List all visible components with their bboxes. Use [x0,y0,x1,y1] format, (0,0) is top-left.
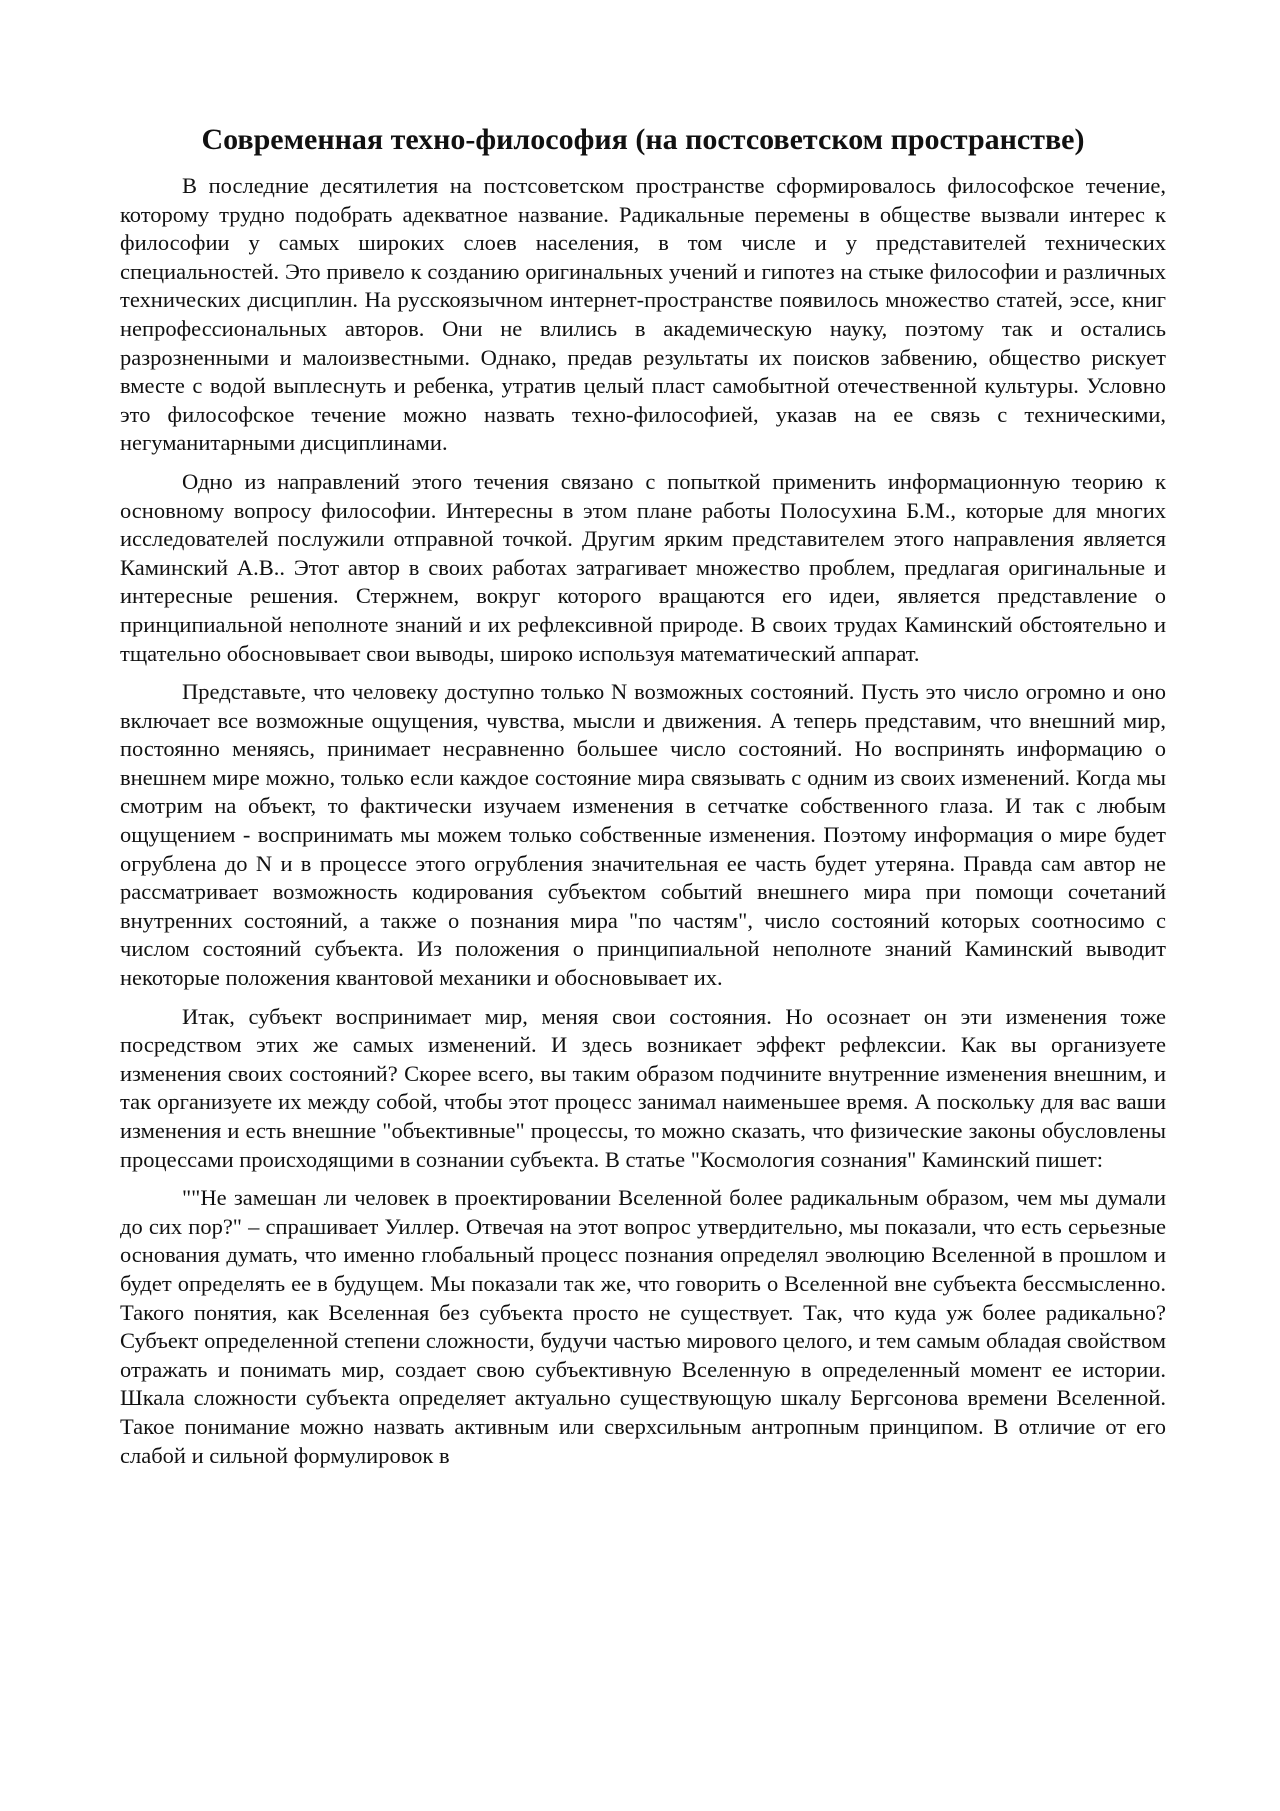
paragraph-intro: В последние десятилетия на постсоветском пространстве сформировалось философское течение, которому трудно подобрать адекватное название. Радикальные перемены в обществе вызвали интерес к философии у самых широких слоев населения, в том числе и у представителей технических специальностей. Это привело к созданию оригинальных учений и гипотез на стыке философии и различных технических дисциплин. На русскоязычном интернет-пространстве появилось множество статей, эссе, книг непрофессиональных авторов. Они не влились в академическую науку, поэтому так и остались разрозненными и малоизвестными. Однако, предав результаты их поисков забвению, общество рискует вместе с водой выплеснуть и ребенка, утратив целый пласт самобытной отечественной культуры. Условно это философское течение можно назвать техно-философией, указав на ее связь с техническими, негуманитарными дисциплинами. [120,173,1166,456]
document-body [120,118,1166,1480]
document-title: Современная техно-философия (на постсоветском пространстве) [201,123,1085,156]
paragraph-reflexion: Итак, субъект воспринимает мир, меняя свои состояния. Но осознает он эти изменения тоже посредством этих же самых изменений. И здесь возникает эффект рефлексии. Как вы организуете изменения своих состояний? Скорее всего, вы таким образом подчините внутренние изменения внешним, и так организуете их между собой, чтобы этот процесс занимал наименьшее время. А поскольку для вас ваши изменения и есть внешние "объективные" процессы, то можно сказать, что физические законы обусловлены процессами происходящими в сознании субъекта. В статье "Космология сознания" Каминский пишет: [120,1003,1166,1172]
paragraph-information-theory: Одно из направлений этого течения связано с попыткой применить информационную теорию к основному вопросу философии. Интересны в этом плане работы Полосухина Б.М., которые для многих исследователей послужили отправной точкой. Другим ярким представителем этого направления является Каминский А.В.. Этот автор в своих работах затрагивает множество проблем, предлагая оригинальные и интересные решения. Стержнем, вокруг которого вращаются его идеи, является представление о принципиальной неполноте знаний и их рефлексивной природе. В своих трудах Каминский обстоятельно и тщательно обосновывает свои выводы, широко используя математический аппарат. [120,468,1166,666]
paragraph-quote: ""Не замешан ли человек в проектировании Вселенной более радикальным образом, чем мы думали до сих пор?" – спрашивает Уиллер. Отвечая на этот вопрос утвердительно, мы показали, что есть серьезные основания думать, что именно глобальный процесс познания определял эволюцию Вселенной в прошлом и будет определять ее в будущем. Мы показали так же, что говорить о Вселенной вне субъекта бессмысленно. Такого понятия, как Вселенная без субъекта просто не существует. Так, что куда уж более радикально? Субъект определенной степени сложности, будучи частью мирового целого, и тем самым обладая свойством отражать и понимать мир, создает свою субъективную Вселенную в определенный момент ее истории. Шкала сложности субъекта определяет актуально существующую шкалу Бергсонова времени Вселенной. Такое понимание можно назвать активным или сверхсильным антропным принципом. В отличие от его слабой и сильной формулировок в [120,1185,1166,1468]
paragraph-states: Представьте, что человеку доступно только N возможных состояний. Пусть это число огромно и оно включает все возможные ощущения, чувства, мысли и движения. А теперь представим, что внешний мир, постоянно меняясь, принимает несравненно большее число состояний. Но воспринять информацию о внешнем мире можно, только если каждое состояние мира связывать с одним из своих изменений. Когда мы смотрим на объект, то фактически изучаем изменения в сетчатке собственного глаза. И так с любым ощущением - воспринимать мы можем только собственные изменения. Поэтому информация о мире будет огрублена до N и в процессе этого огрубления значительная ее часть будет утеряна. Правда сам автор не рассматривает возможность кодирования субъектом событий внешнего мира при помощи сочетаний внутренних состояний, а также о познания мира "по частям", число состояний которых соотносимо с числом состояний субъекта. Из положения о принципиальной неполноте знаний Каминский выводит некоторые положения квантовой механики и обосновывает их. [120,679,1166,991]
